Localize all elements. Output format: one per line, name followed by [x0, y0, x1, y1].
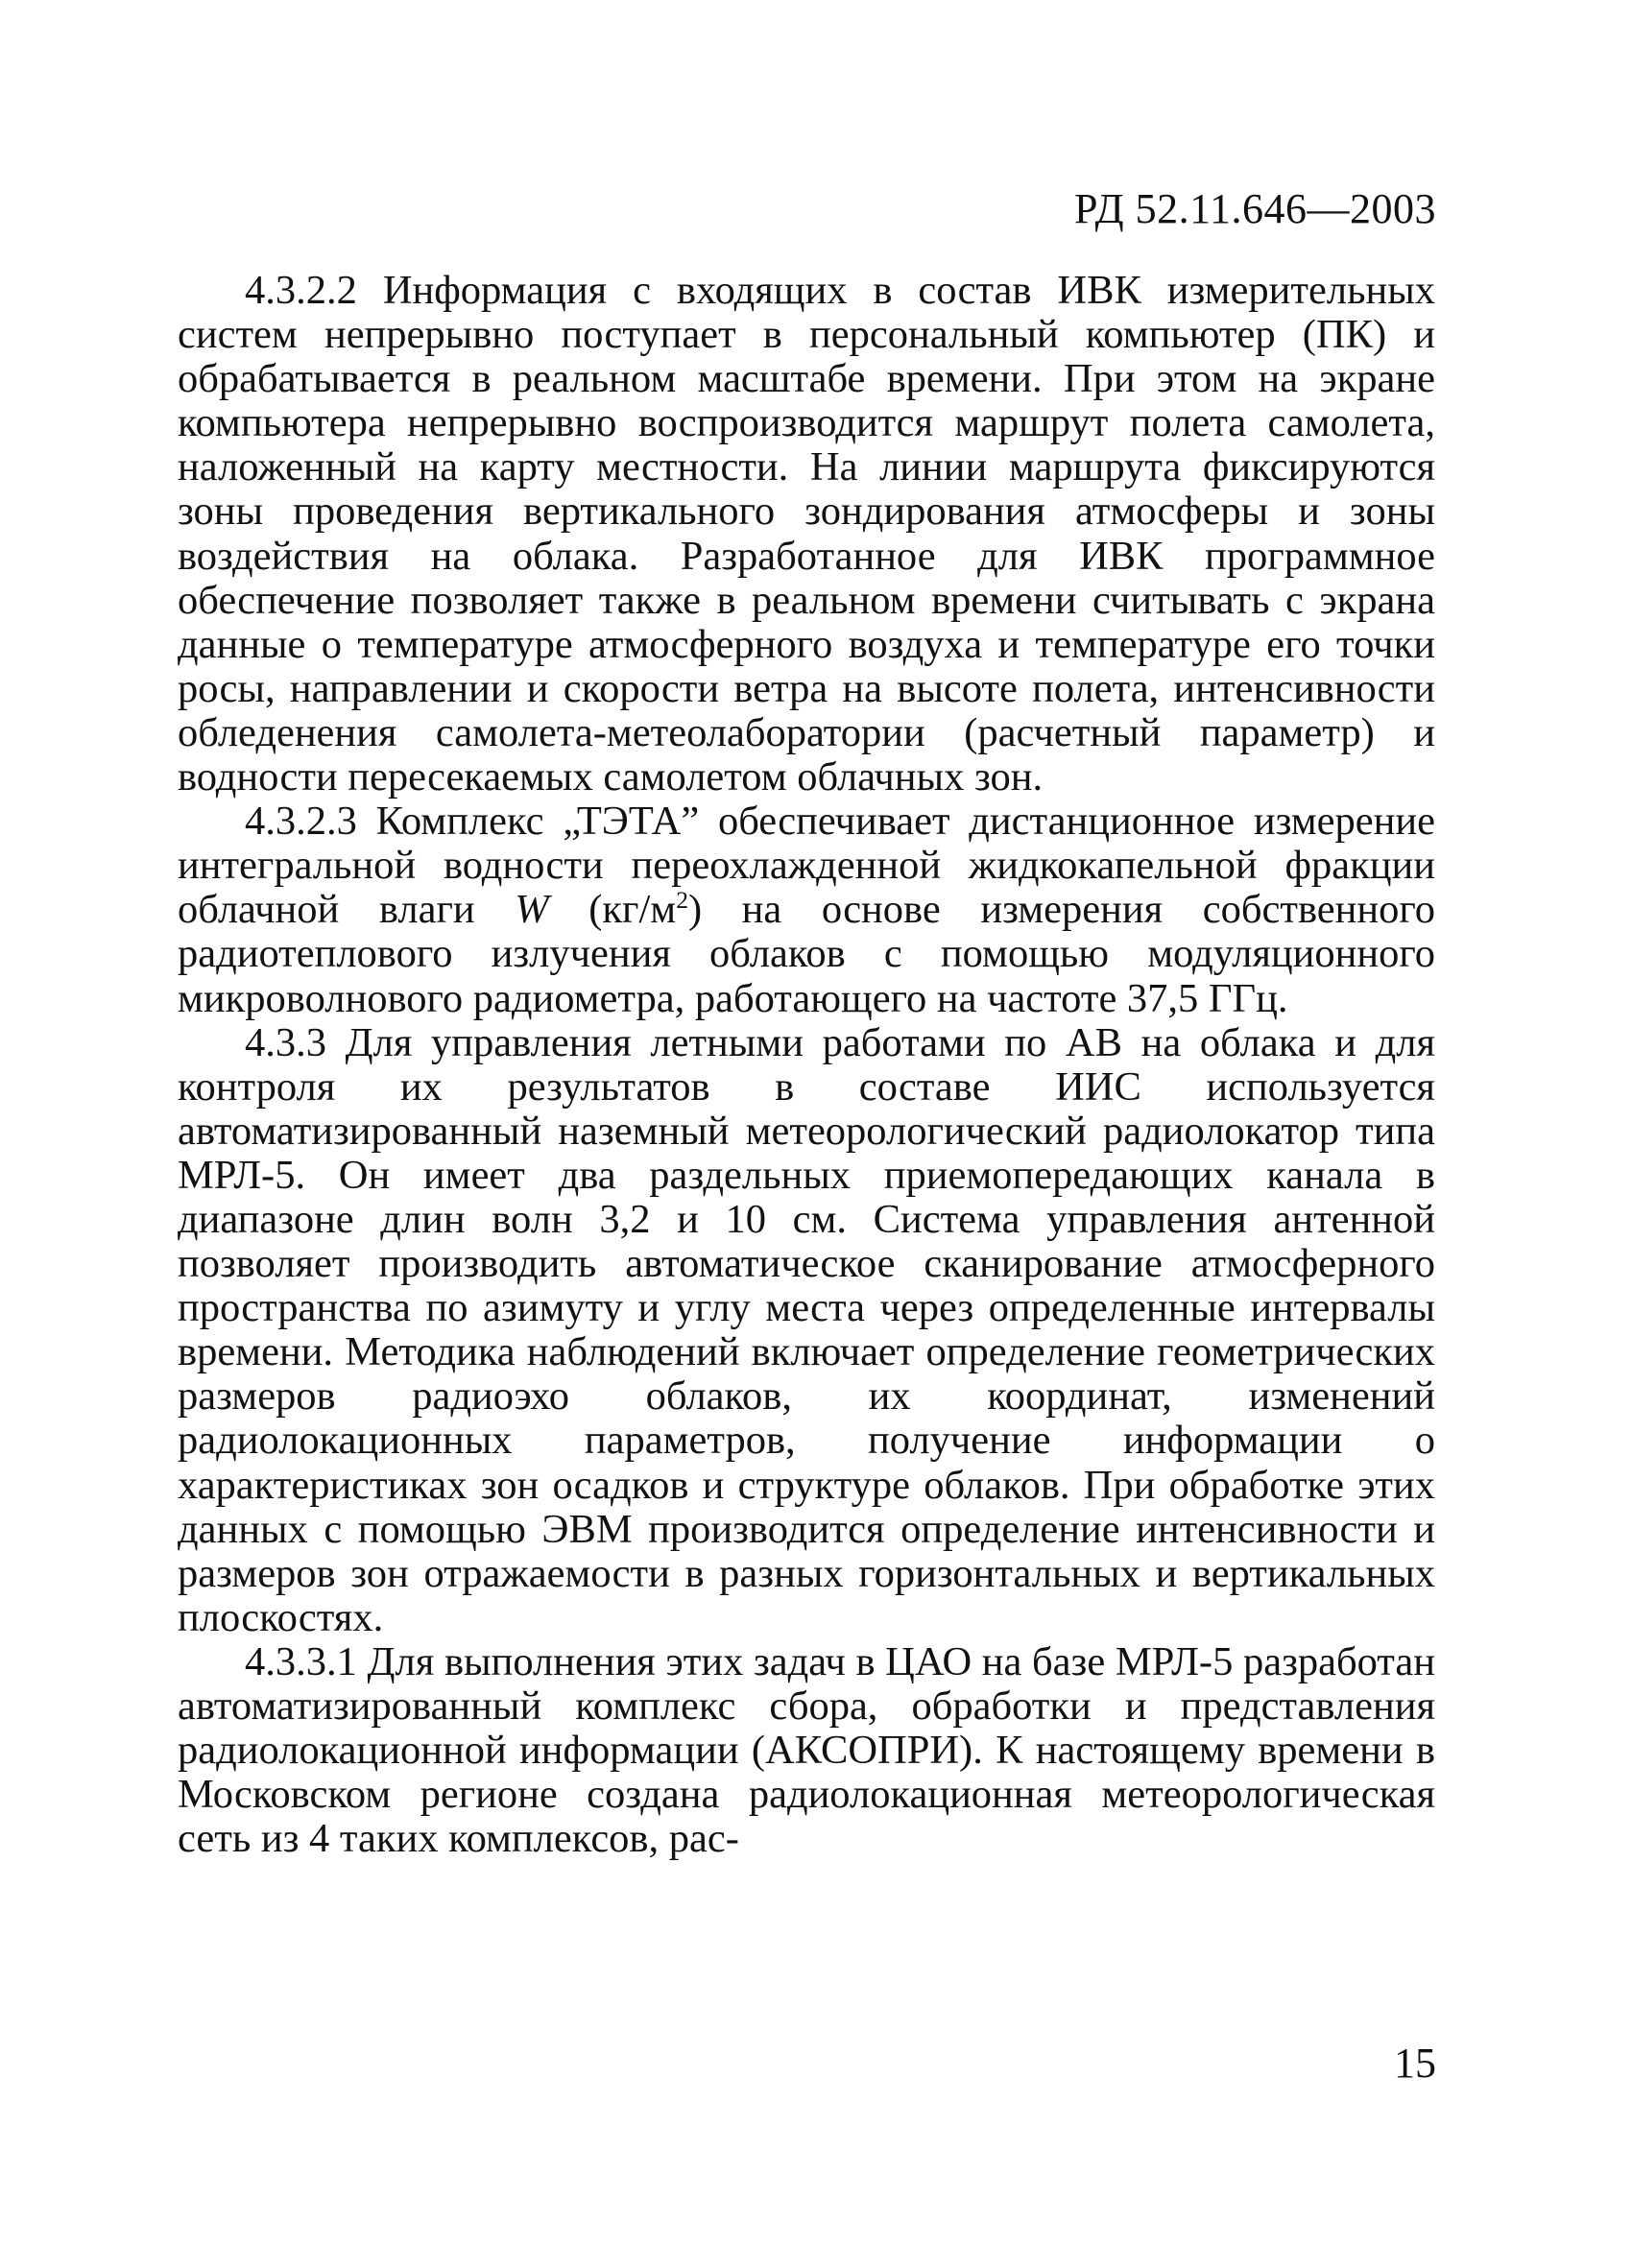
paragraph-text: Информация с входящих в состав ИВК измерительных систем непрерывно поступает в персональный компьютер (ПК) и обрабатывается в реальном масштабе времени. При этом на экране компьютера непрерывно воспроизводится маршрут полета самолета, наложенный на карту местности. На линии маршрута фиксируются зоны проведения вертикального зондирования атмосферы и зоны воздействия на облака. Разработанное для ИВК программное обеспечение позволяет также в реальном времени считывать с экрана данные о температуре атмосферного воздуха и температуре его точки росы, направлении и скорости ветра на высоте полета, интенсивности обледенения самолета-метеолаборатории (расчетный параметр) и водности пересекаемых самолетом облачных зон.: [178, 268, 1435, 800]
page-number: 15: [1394, 2040, 1436, 2087]
paragraph-4-3-2-3: [178, 800, 1435, 1020]
paragraph-4-3-3: [178, 1021, 1435, 1640]
paragraph-4-3-3-1: [178, 1640, 1435, 1861]
unit-exponent: 2: [676, 886, 688, 915]
paragraph-number: 4.3.2.2: [245, 268, 357, 313]
paragraph-text: Для управления летными работами по АВ на облака и для контроля их результатов в составе ИИС используется автоматизированный наземный метеорологический радиолокатор типа МРЛ-5. Он имеет два раздельных приемопередающих канала в диапазоне длин волн 3,2 и 10 см. Система управления антенной позволяет производить автоматическое сканирование атмосферного пространства по азимуту и углу места через определенные интервалы времени. Методика наблюдений включает определение геометрических размеров радиоэхо облаков, их координат, изменений радиолокационных параметров, получение информации о характеристиках зон осадков и структуре облаков. При обработке этих данных с помощью ЭВМ производится определение интенсивности и размеров зон отражаемости в разных горизонтальных и вертикальных плоскостях.: [178, 1019, 1435, 1640]
document-header: РД 52.11.646—2003: [1073, 185, 1436, 232]
paragraph-text-after: ) на основе измерения собственного радиотеплового излучения облаков с помощью модуляционного микроволнового радиометра, работающего на частоте 37,5 ГГц.: [178, 887, 1435, 1021]
water-content-symbol: W: [515, 887, 549, 933]
paragraph-number: 4.3.2.3: [245, 799, 357, 845]
paragraph-number: 4.3.3.1: [245, 1638, 357, 1684]
paragraph-4-3-2-2: [178, 269, 1435, 800]
unit-open: (кг/м: [548, 887, 677, 933]
paragraph-text-before: Комплекс „ТЭТА” обеспечивает дистанционное измерение интегральной водности переохлажденной жидкокапельной фракции облачной влаги: [178, 799, 1435, 933]
paragraph-text: Для выполнения этих задач в ЦАО на базе МРЛ-5 разработан автоматизированный комплекс сбора, обработки и представления радиолокационной информации (АКСОПРИ). К настоящему времени в Московском регионе создана радиолокационная метеорологическая сеть из 4 таких комплексов, рас-: [178, 1638, 1436, 1862]
body-text: [178, 269, 1435, 1861]
paragraph-number: 4.3.3: [245, 1019, 326, 1065]
